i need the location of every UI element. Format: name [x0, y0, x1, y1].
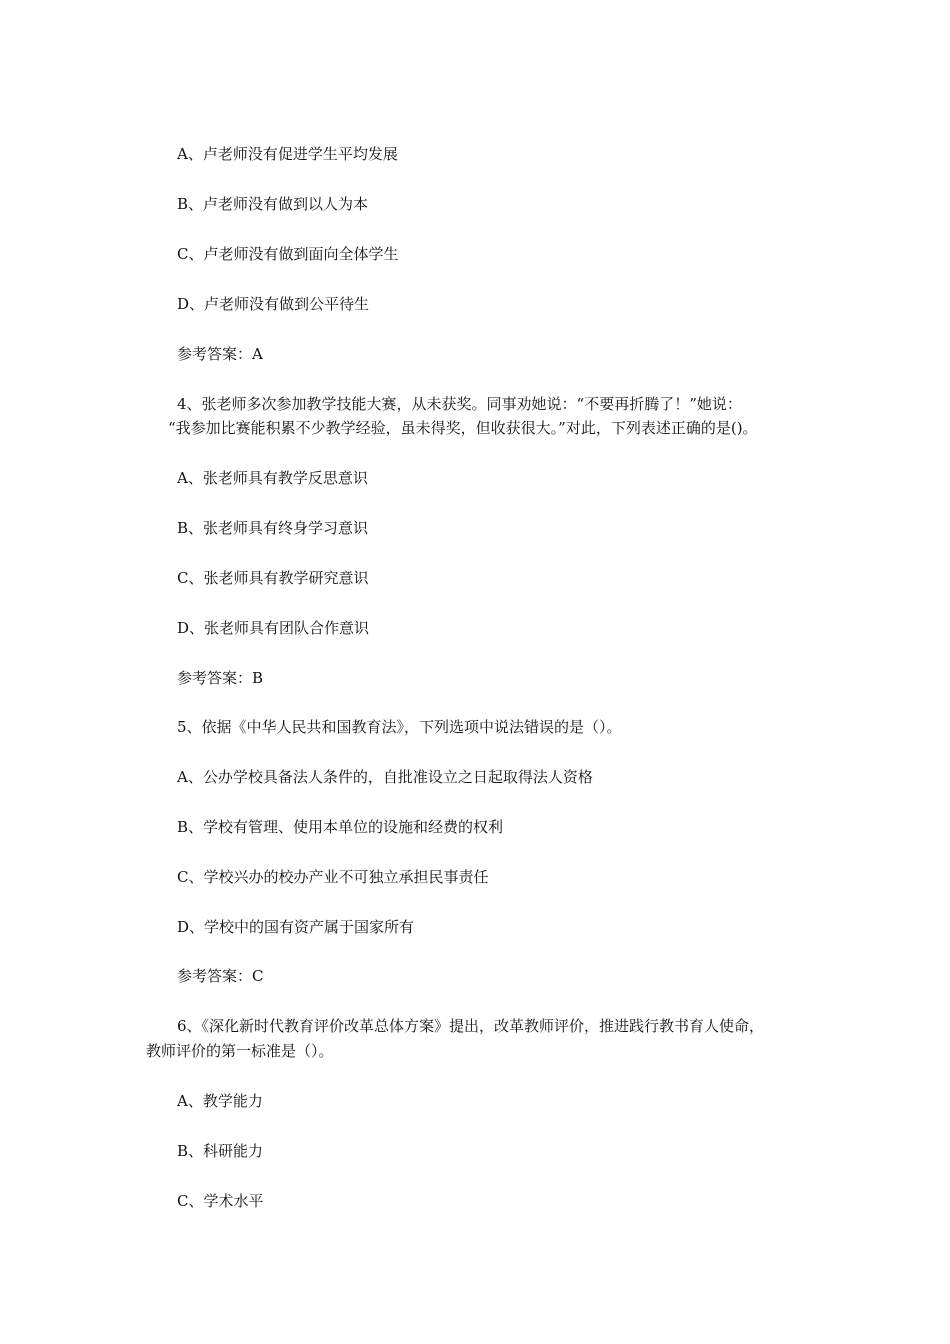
q4-answer: 参考答案：B [177, 669, 264, 687]
q5-option-a: A、公办学校具备法人条件的，自批准设立之日起取得法人资格 [177, 768, 593, 786]
q3-option-c: C、卢老师没有做到面向全体学生 [177, 245, 399, 263]
q3-option-b: B、卢老师没有做到以人为本 [177, 195, 369, 213]
q4-option-d: D、张老师具有团队合作意识 [177, 619, 370, 637]
q5-option-b: B、学校有管理、使用本单位的设施和经费的权利 [177, 818, 504, 836]
q4-option-c: C、张老师具有教学研究意识 [177, 569, 369, 587]
q3-option-d: D、卢老师没有做到公平待生 [177, 295, 370, 313]
q5-stem: 5、依据《中华人民共和国教育法》，下列选项中说法错误的是（）。 [177, 718, 622, 736]
q6-option-c: C、学术水平 [177, 1192, 264, 1210]
q5-option-c: C、学校兴办的校办产业不可独立承担民事责任 [177, 868, 489, 886]
q3-answer: 参考答案：A [177, 345, 263, 363]
q4-stem-line1: 4、张老师多次参加教学技能大赛，从未获奖。同事劝她说：“不要再折腾了！”她说： [177, 395, 742, 413]
q4-stem-line2: “我参加比赛能积累不少教学经验，虽未得奖，但收获很大。”对此，下列表述正确的是()。 [168, 419, 758, 437]
q6-stem-line2: 教师评价的第一标准是（）。 [146, 1042, 334, 1060]
q6-stem-line1: 6、《深化新时代教育评价改革总体方案》提出，改革教师评价，推进践行教书育人使命， [177, 1017, 765, 1035]
q4-option-a: A、张老师具有教学反思意识 [177, 469, 368, 487]
q6-option-b: B、科研能力 [177, 1142, 264, 1160]
q5-option-d: D、学校中的国有资产属于国家所有 [177, 918, 415, 936]
q3-option-a: A、卢老师没有促进学生平均发展 [177, 145, 398, 163]
q5-answer: 参考答案：C [177, 967, 264, 985]
q6-option-a: A、教学能力 [177, 1092, 263, 1110]
q4-option-b: B、张老师具有终身学习意识 [177, 519, 369, 537]
